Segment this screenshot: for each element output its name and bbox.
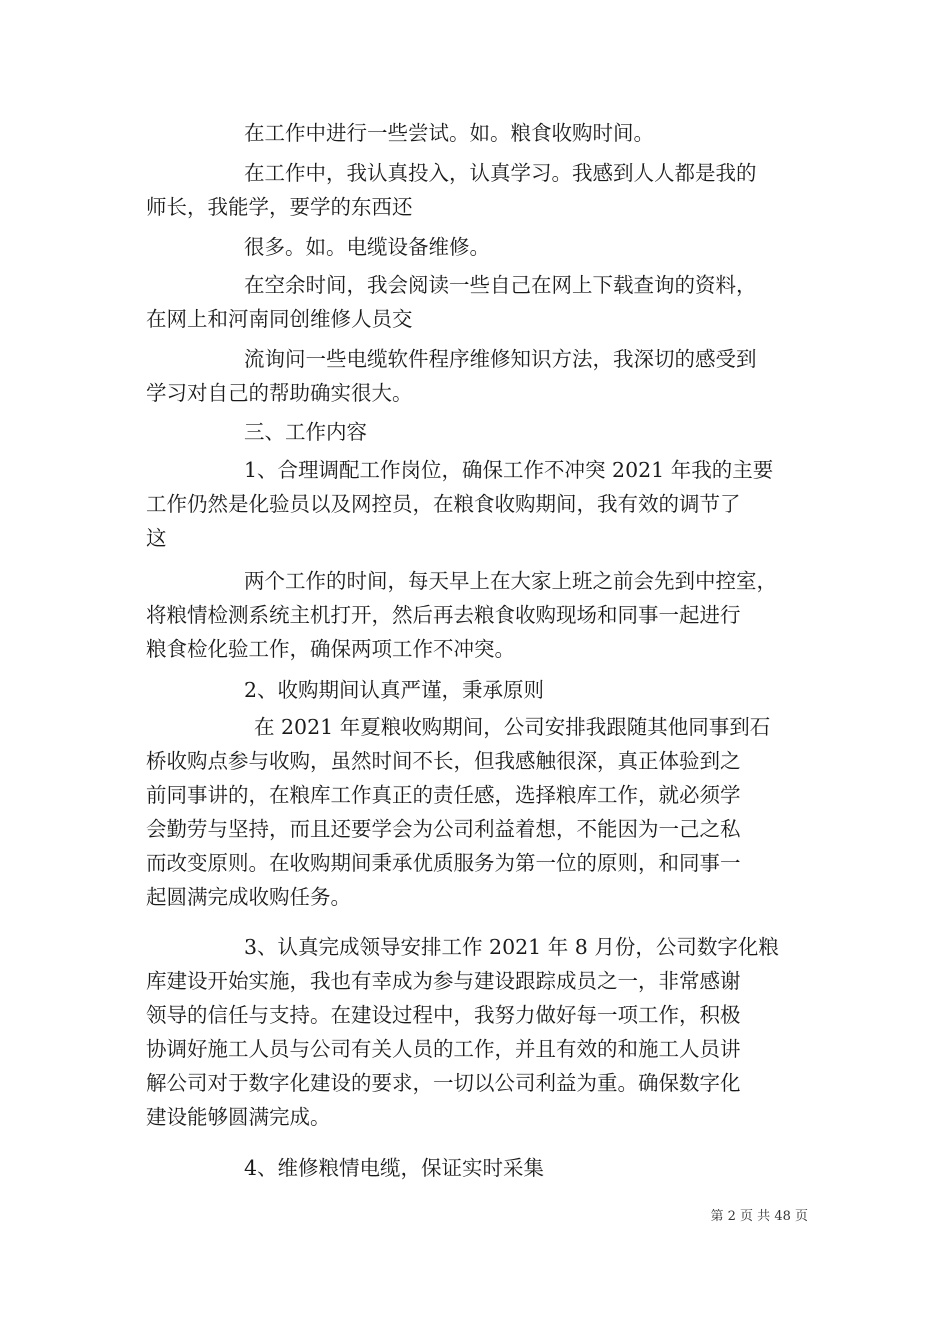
text-line: 将粮情检测系统主机打开，然后再去粮食收购现场和同事一起进行 xyxy=(146,603,741,627)
text-line: 2、收购期间认真严谨，秉承原则 xyxy=(244,678,545,702)
text-line: 会勤劳与坚持，而且还要学会为公司利益着想，不能因为一己之私 xyxy=(146,817,741,841)
subheading xyxy=(146,1151,810,1185)
paragraph xyxy=(146,116,810,150)
text-line: 很多。如。电缆设备维修。 xyxy=(244,235,490,259)
text-line: 3、认真完成领导安排工作 2021 年 8 月份，公司数字化粮 xyxy=(244,935,779,959)
text-line: 建设能够圆满完成。 xyxy=(146,1105,331,1129)
text-line: 在网上和河南同创维修人员交 xyxy=(146,307,413,331)
text-line: 而改变原则。在收购期间秉承优质服务为第一位的原则，和同事一 xyxy=(146,851,741,875)
paragraph xyxy=(146,710,810,914)
section-heading xyxy=(146,415,810,449)
text-line: 师长，我能学，要学的东西还 xyxy=(146,195,413,219)
text-line: 协调好施工人员与公司有关人员的工作，并且有效的和施工人员讲 xyxy=(146,1037,741,1061)
text-line: 在 2021 年夏粮收购期间，公司安排我跟随其他同事到石 xyxy=(254,715,771,739)
text-line: 解公司对于数字化建设的要求，一切以公司利益为重。确保数字化 xyxy=(146,1071,741,1095)
paragraph xyxy=(146,268,810,336)
text-line: 粮食检化验工作，确保两项工作不冲突。 xyxy=(146,637,515,661)
text-line: 在空余时间，我会阅读一些自己在网上下载查询的资料， xyxy=(244,273,757,297)
paragraph xyxy=(146,342,810,410)
text-line: 库建设开始实施，我也有幸成为参与建设跟踪成员之一，非常感谢 xyxy=(146,969,741,993)
text-line: 在工作中进行一些尝试。如。粮食收购时间。 xyxy=(244,121,654,145)
paragraph xyxy=(146,930,810,1134)
paragraph xyxy=(146,156,810,224)
paragraph xyxy=(146,564,810,666)
text-line: 工作仍然是化验员以及网控员，在粮食收购期间，我有效的调节了 xyxy=(146,492,741,516)
text-line: 学习对自己的帮助确实很大。 xyxy=(146,381,413,405)
text-line: 4、维修粮情电缆，保证实时采集 xyxy=(244,1156,545,1180)
page-number: 第 2 页 共 48 页 xyxy=(710,1209,808,1224)
text-line: 桥收购点参与收购，虽然时间不长，但我感触很深，真正体验到之 xyxy=(146,749,741,773)
paragraph xyxy=(146,453,810,555)
text-line: 在工作中，我认真投入，认真学习。我感到人人都是我的 xyxy=(244,161,757,185)
subheading xyxy=(146,673,810,707)
text-line: 1、合理调配工作岗位，确保工作不冲突 2021 年我的主要 xyxy=(244,458,774,482)
text-line: 三、工作内容 xyxy=(244,420,367,444)
paragraph xyxy=(146,230,810,264)
text-line: 流询问一些电缆软件程序维修知识方法，我深切的感受到 xyxy=(244,347,757,371)
text-line: 领导的信任与支持。在建设过程中，我努力做好每一项工作，积极 xyxy=(146,1003,741,1027)
text-line: 起圆满完成收购任务。 xyxy=(146,885,351,909)
text-line: 前同事讲的，在粮库工作真正的责任感，选择粮库工作，就必须学 xyxy=(146,783,741,807)
text-line: 这 xyxy=(146,526,167,550)
text-line: 两个工作的时间，每天早上在大家上班之前会先到中控室， xyxy=(244,569,777,593)
